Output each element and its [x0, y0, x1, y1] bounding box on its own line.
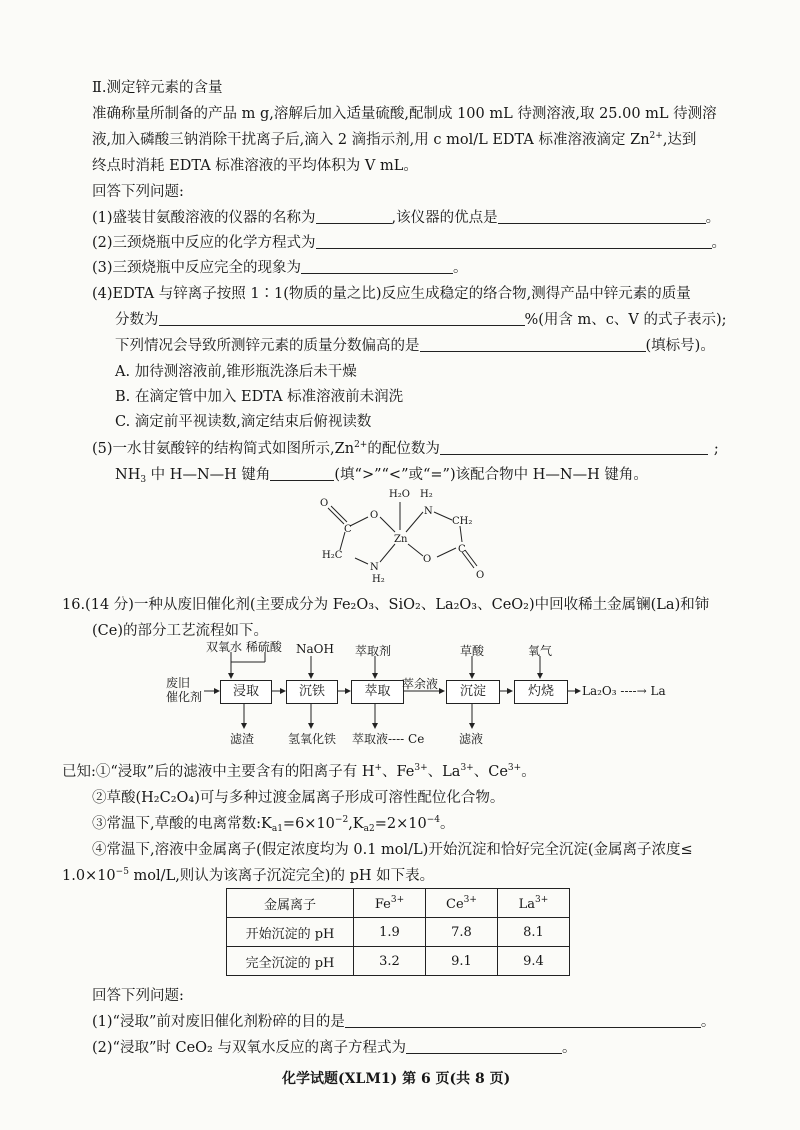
text: 1.0×10: [62, 868, 116, 884]
text: 。: [711, 235, 727, 251]
answer-blank[interactable]: [316, 234, 712, 249]
answer-blank[interactable]: [345, 1013, 701, 1028]
output-label: 萃取液---- Ce: [352, 732, 425, 746]
bond: [355, 558, 368, 564]
answer-blank[interactable]: [159, 311, 525, 326]
text: Ce: [446, 896, 464, 912]
bond: [406, 512, 423, 532]
table-row: [227, 918, 570, 947]
text: 。: [440, 816, 455, 832]
text: =6×10: [282, 816, 335, 832]
bond: [350, 517, 368, 526]
text: 、La: [427, 764, 461, 780]
text: 。: [705, 210, 721, 226]
superscript: 3+: [390, 894, 405, 905]
reagent-label: 氧气: [528, 644, 553, 658]
amine-hydrogens: H₂: [420, 489, 433, 500]
methylene-group: H₂C: [322, 550, 343, 561]
table-header: [354, 889, 426, 918]
table-cell: 9.1: [426, 947, 498, 976]
oxygen-atom: O: [476, 570, 485, 581]
superscript: 3+: [507, 763, 522, 773]
reagent-label: 双氧水 稀硫酸: [206, 640, 282, 654]
page-footer: 化学试题(XLM1) 第 6 页(共 8 页): [282, 1071, 511, 1087]
carbon-atom: C: [458, 544, 466, 555]
bond: [408, 544, 423, 556]
question-4-line: [115, 334, 715, 355]
question-16-1: [92, 1010, 715, 1031]
process-step: 沉淀: [446, 680, 500, 704]
text: (填“>”“<”或“=”)该配合物中 H—N—H 键角。: [334, 467, 648, 483]
superscript: 3+: [463, 894, 477, 905]
nitrogen-atom: N: [370, 562, 379, 573]
oxygen-atom: O: [423, 554, 432, 565]
subscript: a1: [271, 824, 283, 834]
output-label: 滤液: [459, 732, 484, 746]
superscript: +: [374, 763, 383, 773]
superscript: 3+: [414, 763, 428, 773]
text: (1)“浸取”前对废旧催化剂粉碎的目的是: [92, 1014, 345, 1030]
known-1: [62, 760, 536, 781]
text: ③常温下,草酸的电离常数:K: [92, 816, 272, 832]
subscript: a2: [363, 824, 375, 834]
text: 下列情况会导致所测锌元素的质量分数偏高的是: [115, 338, 420, 354]
section-heading: Ⅱ.测定锌元素的含量: [92, 80, 223, 96]
paragraph-line: [92, 128, 696, 149]
superscript: −5: [115, 867, 129, 877]
text: 。: [521, 764, 536, 780]
text: ,K: [348, 816, 364, 832]
reagent-label: NaOH: [296, 642, 334, 656]
text: 。: [453, 260, 468, 276]
question-3: [92, 256, 468, 277]
feed-label: 废旧 催化剂: [166, 676, 203, 704]
known-3: [92, 812, 455, 834]
known-4: ④常温下,溶液中金属离子(假定浓度均为 0.1 mol/L)开始沉淀和恰好完全沉淀(金属离子浓度≤: [92, 842, 693, 858]
answer-blank[interactable]: [301, 259, 453, 274]
subscript: 3: [140, 475, 147, 485]
answer-blank[interactable]: [498, 209, 706, 224]
bond: [380, 544, 395, 562]
questions-prompt: 回答下列问题:: [92, 988, 184, 1004]
carbon-atom: C: [344, 524, 352, 535]
superscript: 3+: [460, 763, 474, 773]
text: =2×10: [374, 816, 427, 832]
table-cell: 3.2: [354, 947, 426, 976]
text: (3)三颈烧瓶中反应完全的现象为: [92, 260, 302, 276]
process-step: 灼烧: [514, 680, 568, 704]
text: (1)盛装甘氨酸溶液的仪器的名称为: [92, 210, 316, 226]
text: 、Fe: [382, 764, 415, 780]
text: mol/L,则认为该离子沉淀完全)的 pH 如下表。: [128, 868, 435, 884]
table-header: [498, 889, 570, 918]
superscript: 2+: [649, 131, 663, 141]
question-2: [92, 231, 726, 252]
bond: [380, 517, 395, 532]
process-step: 沉铁: [286, 680, 338, 704]
methylene-group: CH₂: [452, 516, 473, 527]
text: 已知:①“浸取”后的滤液中主要含有的阳离子有 H: [62, 764, 375, 780]
text: ,达到: [662, 132, 697, 148]
bond: [460, 526, 462, 542]
text: ,该仪器的优点是: [391, 210, 498, 226]
water-ligand: H₂O: [389, 489, 410, 500]
question-16-title: 16.(14 分)一种从废旧催化剂(主要成分为 Fe₂O₃、SiO₂、La₂O₃、CeO₂)中回收稀土金属镧(La)和铈: [62, 597, 710, 613]
text: 的配位数为: [367, 441, 440, 457]
table-header: 金属离子: [227, 889, 354, 918]
reagent-label: 萃取剂: [355, 644, 392, 658]
reagent-label: 草酸: [460, 644, 485, 658]
text: %(用含 m、c、V 的式子表示);: [524, 312, 727, 328]
text: La: [518, 896, 536, 912]
table-cell: 开始沉淀的 pH: [227, 918, 354, 947]
intermediate-label: 萃余液: [402, 677, 439, 691]
zinc-atom: Zn: [394, 534, 408, 545]
table-cell: 7.8: [426, 918, 498, 947]
answer-blank[interactable]: [270, 466, 334, 481]
question-16-2: [92, 1036, 576, 1057]
text: 分数为: [115, 312, 159, 328]
answer-blank[interactable]: [316, 209, 392, 224]
output-label: 氢氧化铁: [288, 732, 337, 746]
text: (2)三颈烧瓶中反应的化学方程式为: [92, 235, 316, 251]
bond: [437, 548, 456, 557]
question-4-line: [115, 308, 727, 329]
oxygen-atom: O: [370, 510, 379, 521]
question-4: (4)EDTA 与锌离子按照 1∶1(物质的量之比)反应生成稳定的络合物,测得产品中锌元素的质量: [92, 286, 691, 302]
text: ;: [713, 441, 719, 457]
questions-prompt: 回答下列问题:: [92, 184, 184, 200]
table-row: [227, 947, 570, 976]
text: 。: [700, 1014, 716, 1030]
text: (5)一水甘氨酸锌的结构简式如图所示,Zn: [92, 441, 355, 457]
text: (2)“浸取”时 CeO₂ 与双氧水反应的离子方程式为: [92, 1040, 406, 1056]
answer-blank[interactable]: [406, 1039, 562, 1054]
table-cell: 8.1: [498, 918, 570, 947]
text: NH: [115, 467, 141, 483]
question-1: [92, 206, 720, 227]
paragraph-line: 准确称量所制备的产品 m g,溶解后加入适量硫酸,配制成 100 mL 待测溶液,取 25.00 mL 待测溶: [92, 106, 717, 122]
superscript: 2+: [354, 440, 368, 450]
amine-hydrogens: H₂: [372, 574, 385, 585]
superscript: −2: [334, 815, 349, 825]
product-label: La₂O₃ ----→ La: [582, 684, 666, 698]
oxygen-atom: O: [320, 498, 329, 509]
question-5: [92, 437, 719, 458]
superscript: −4: [426, 815, 440, 825]
answer-blank[interactable]: [440, 440, 708, 455]
known-4-cont: [62, 864, 434, 885]
answer-blank[interactable]: [420, 337, 646, 352]
superscript: 3+: [535, 894, 549, 905]
table-cell: 完全沉淀的 pH: [227, 947, 354, 976]
known-2: ②草酸(H₂C₂O₄)可与多种过渡金属离子形成可溶性配位化合物。: [92, 790, 505, 806]
output-label: 滤渣: [230, 732, 255, 746]
option-a: A. 加待测溶液前,锥形瓶洗涤后未干燥: [115, 364, 357, 380]
table-cell: 1.9: [354, 918, 426, 947]
text: Fe: [374, 896, 391, 912]
option-b: B. 在滴定管中加入 EDTA 标准溶液前未润洗: [115, 389, 404, 405]
text: 中 H—N—H 键角: [146, 467, 271, 483]
text: (填标号)。: [645, 338, 715, 354]
paragraph-line: 终点时消耗 EDTA 标准溶液的平均体积为 V mL。: [92, 158, 418, 174]
text: 、Ce: [473, 764, 508, 780]
ph-table: [226, 888, 570, 976]
text: 。: [561, 1040, 577, 1056]
process-step: 萃取: [351, 680, 404, 704]
zinc-glycinate-structure: [300, 482, 500, 587]
bond: [434, 512, 452, 520]
process-step: 浸取: [220, 680, 272, 704]
option-c: C. 滴定前平视读数,滴定结束后俯视读数: [115, 414, 372, 430]
text: 液,加入磷酸三钠消除干扰离子后,滴入 2 滴指示剂,用 c mol/L EDTA 标准溶液滴定 Zn: [92, 132, 650, 148]
table-header: [426, 889, 498, 918]
question-16-title-cont: (Ce)的部分工艺流程如下。: [92, 623, 268, 639]
table-cell: 9.4: [498, 947, 570, 976]
nitrogen-atom: N: [424, 506, 433, 517]
table-header-row: [227, 889, 570, 918]
